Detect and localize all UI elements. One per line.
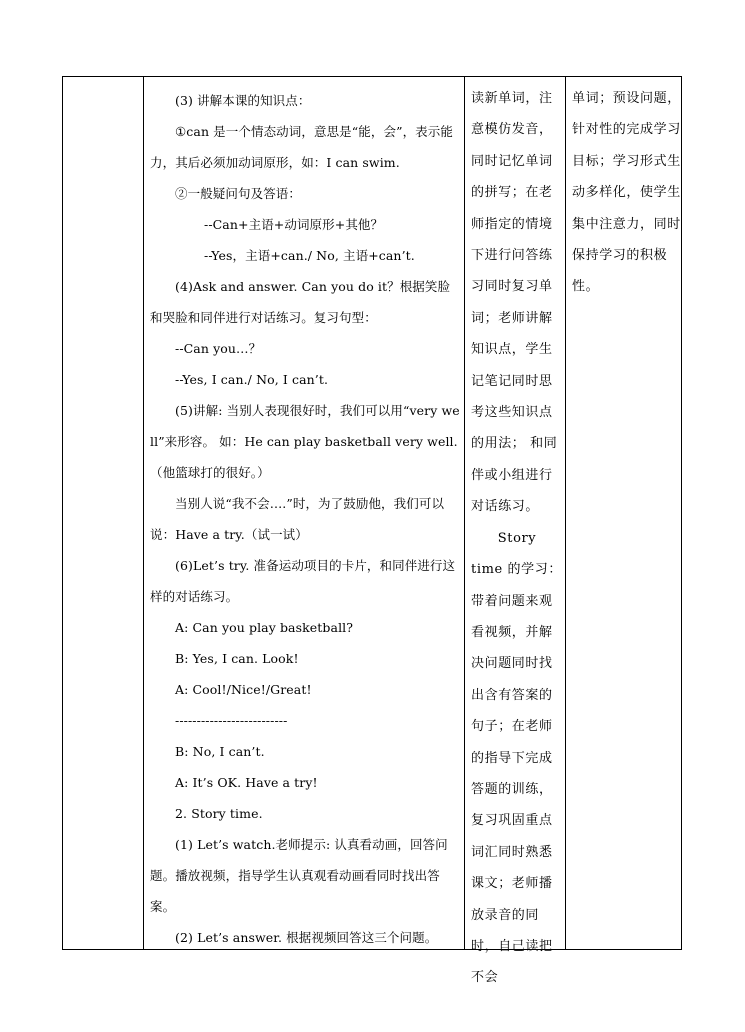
teaching-step-paragraph: (3) 讲解本课的知识点：: [175, 93, 311, 108]
teaching-step-paragraph: ①can 是一个情态动词，意思是“能，会”，表示能力，其后必须加动词原形，如：I can swim.: [150, 124, 453, 170]
teaching-step-paragraph: (4)Ask and answer. Can you do it？根据笑脸和哭脸和同伴进行对话练习。复习句型：: [150, 279, 451, 325]
lesson-plan-table: [62, 76, 682, 986]
design-intent-column: [567, 77, 683, 303]
student-activity-paragraph: Story: [497, 530, 537, 546]
teaching-step-paragraph: (1) Let’s watch.老师提示: 认真看动画，回答问题。播放视频，指导学生认真观看动画看同时找出答案。: [150, 837, 448, 914]
design-intent-paragraph: 单词；预设问题，针对性的完成学习目标；学习形式生动多样化，使学生集中注意力，同时保持学习的积极性。: [572, 91, 681, 295]
teaching-step-paragraph: --Yes, I can./ No, I can’t.: [175, 372, 329, 387]
teaching-step-paragraph: --------------------------: [175, 713, 288, 728]
teaching-step-paragraph: (6)Let’s try. 准备运动项目的卡片，和同伴进行这样的对话练习。: [150, 558, 456, 604]
column-divider: [464, 77, 465, 949]
teaching-step-paragraph: ②一般疑问句及答语：: [175, 186, 302, 201]
teaching-step-paragraph: A: Can you play basketball?: [175, 620, 354, 635]
teaching-step-paragraph: --Can+主语+动词原形+其他？: [204, 217, 384, 232]
student-activity-paragraph: 读新单词，注意模仿发音，同时记忆单词的拼写；在老师指定的情境下进行问答练习同时复习单词；老师讲解知识点，学生记笔记同时思考这些知识点的用法； 和同伴或小组进行对话练习。: [471, 91, 558, 515]
student-activity-column: [466, 77, 565, 994]
column-divider: [565, 77, 566, 949]
teaching-step-paragraph: (5)讲解: 当别人表现很好时，我们可以用“very well”来形容。 如：He can play basketball very well.（他篮球打的很好。）: [150, 403, 460, 480]
teaching-step-paragraph: 当别人说“我不会….”时，为了鼓励他，我们可以说：Have a try.（试一试）: [150, 496, 445, 542]
teaching-step-paragraph: A: It’s OK. Have a try!: [175, 775, 318, 790]
student-activity-paragraph: time 的学习：带着问题来观看视频，并解决问题同时找出含有答案的句子；在老师的指导下完成答题的训练，复习巩固重点词汇同时熟悉课文；老师播放录音的同时，自己读把不会: [471, 562, 562, 986]
teaching-step-paragraph: (2) Let’s answer. 根据视频回答这三个问题。: [175, 930, 438, 945]
teaching-process-column: [144, 77, 464, 953]
teaching-step-paragraph: 2. Story time.: [175, 806, 263, 821]
teaching-step-paragraph: A: Cool!/Nice!/Great!: [175, 682, 312, 697]
teaching-step-paragraph: B: Yes, I can. Look!: [175, 651, 299, 666]
teaching-step-paragraph: --Can you…？: [175, 341, 262, 356]
teaching-step-paragraph: B: No, I can’t.: [175, 744, 265, 759]
teaching-step-paragraph: --Yes，主语+can./ No, 主语+can’t.: [204, 248, 415, 263]
